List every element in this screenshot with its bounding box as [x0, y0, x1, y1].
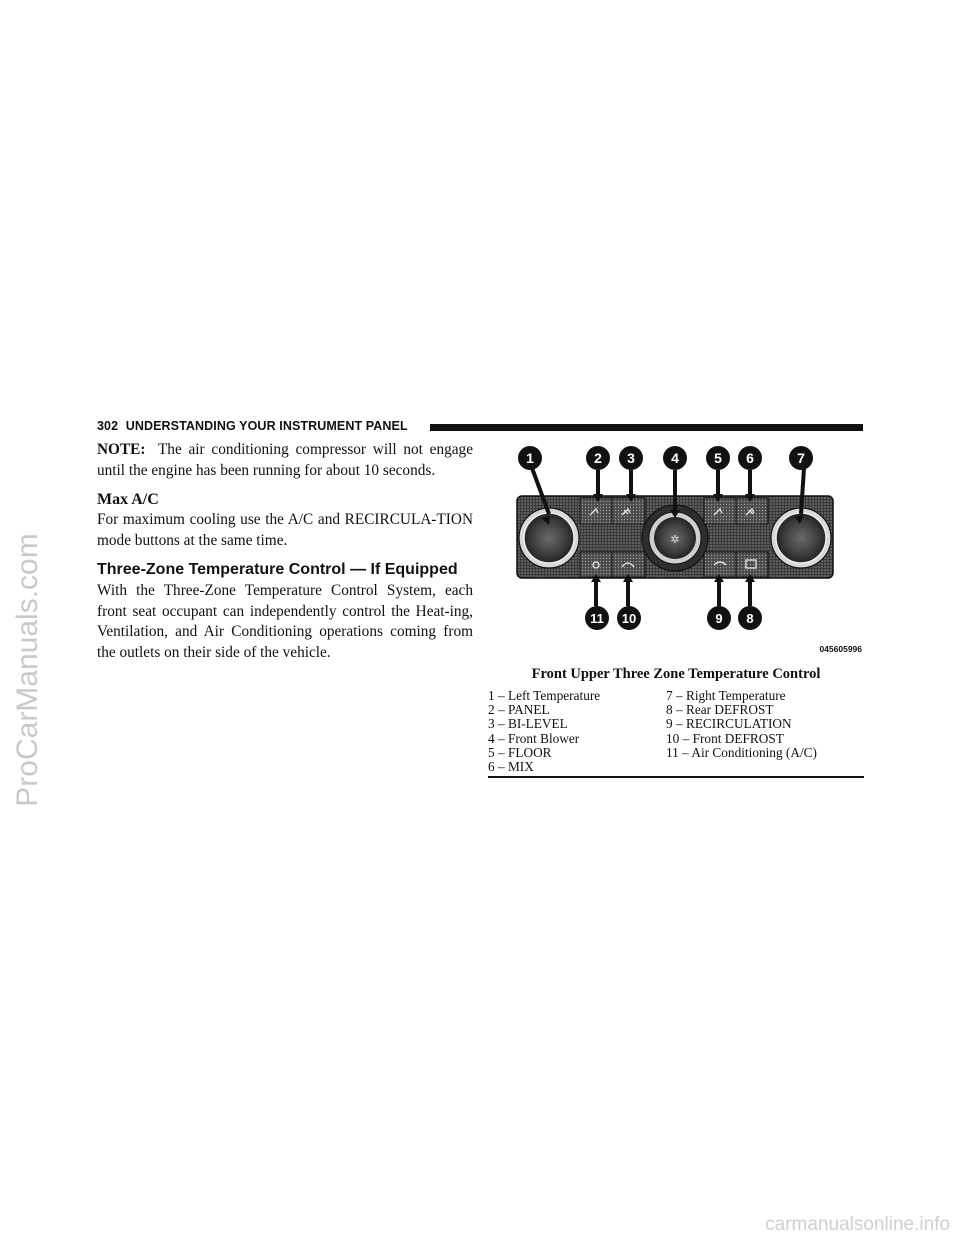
- callout-5: 5: [714, 450, 722, 466]
- legend-item: 4 – Front Blower: [488, 730, 580, 746]
- figure: [488, 440, 864, 775]
- floor-mode-button: [704, 498, 736, 524]
- callout-3: 3: [627, 450, 635, 466]
- climate-control-panel-illustration: [488, 440, 864, 660]
- legend-item: 2 – PANEL: [488, 702, 550, 718]
- svg-text:✲: ✲: [670, 533, 680, 546]
- callout-9: 9: [715, 611, 723, 626]
- note-paragraph: [97, 440, 473, 481]
- front-defrost-button: [612, 552, 645, 577]
- legend-bottom-rule: [488, 776, 864, 778]
- legend-item: 8 – Rear DEFROST: [666, 702, 774, 718]
- legend-right-column: [666, 689, 817, 760]
- image-code: 045605996: [819, 644, 862, 654]
- running-header: [97, 420, 863, 434]
- legend-item: 3 – BI-LEVEL: [488, 716, 568, 732]
- note-text: The air conditioning compressor will not engage until the engine has been running for about 10 seconds.: [97, 441, 473, 479]
- legend-item: 7 – Right Temperature: [666, 688, 786, 703]
- bottom-watermark: carmanualsonline.info: [765, 1214, 950, 1235]
- callout-11: 11: [590, 611, 604, 626]
- legend-item: 10 – Front DEFROST: [666, 730, 784, 746]
- max-ac-heading: Max A/C: [97, 491, 159, 508]
- legend-item: 5 – FLOOR: [488, 744, 552, 760]
- legend-left-column: [488, 689, 600, 774]
- three-zone-paragraph: With the Three-Zone Temperature Control System, each front seat occupant can independently control the Heat-ing, Ventilation, and Air Conditioning operations coming from the outlets on their side of the vehicle.: [97, 582, 473, 661]
- figure-caption: Front Upper Three Zone Temperature Control: [531, 666, 821, 682]
- callout-1: 1: [526, 450, 534, 466]
- header-rule: [430, 424, 863, 431]
- note-label: NOTE:: [97, 441, 146, 458]
- callout-4: 4: [671, 450, 679, 466]
- callout-2: 2: [594, 450, 602, 466]
- recirculation-button: [704, 552, 736, 577]
- mix-mode-button: [736, 498, 768, 524]
- ac-button: [580, 552, 612, 577]
- section-title: UNDERSTANDING YOUR INSTRUMENT PANEL: [125, 419, 408, 433]
- legend-item: 11 – Air Conditioning (A/C): [666, 744, 817, 760]
- max-ac-paragraph: For maximum cooling use the A/C and RECIRCULA-TION mode buttons at the same time.: [97, 511, 473, 549]
- callout-10: 10: [621, 611, 637, 626]
- page-number: 302: [97, 419, 119, 433]
- legend-item: 6 – MIX: [488, 759, 534, 775]
- panel-mode-button: [580, 498, 612, 524]
- bottom-callouts: [585, 606, 762, 630]
- header-text: [97, 419, 408, 433]
- callout-7: 7: [797, 450, 805, 466]
- legend-item: 1 – Left Temperature: [488, 688, 601, 703]
- side-watermark: ProCarManuals.com: [11, 533, 44, 807]
- rear-defrost-button: [736, 552, 768, 577]
- three-zone-heading: Three-Zone Temperature Control — If Equipped: [97, 561, 458, 578]
- callout-8: 8: [746, 611, 754, 626]
- legend-item: 9 – RECIRCULATION: [666, 716, 792, 732]
- left-column: [97, 440, 473, 663]
- callout-6: 6: [746, 450, 754, 466]
- top-callouts: [518, 446, 813, 470]
